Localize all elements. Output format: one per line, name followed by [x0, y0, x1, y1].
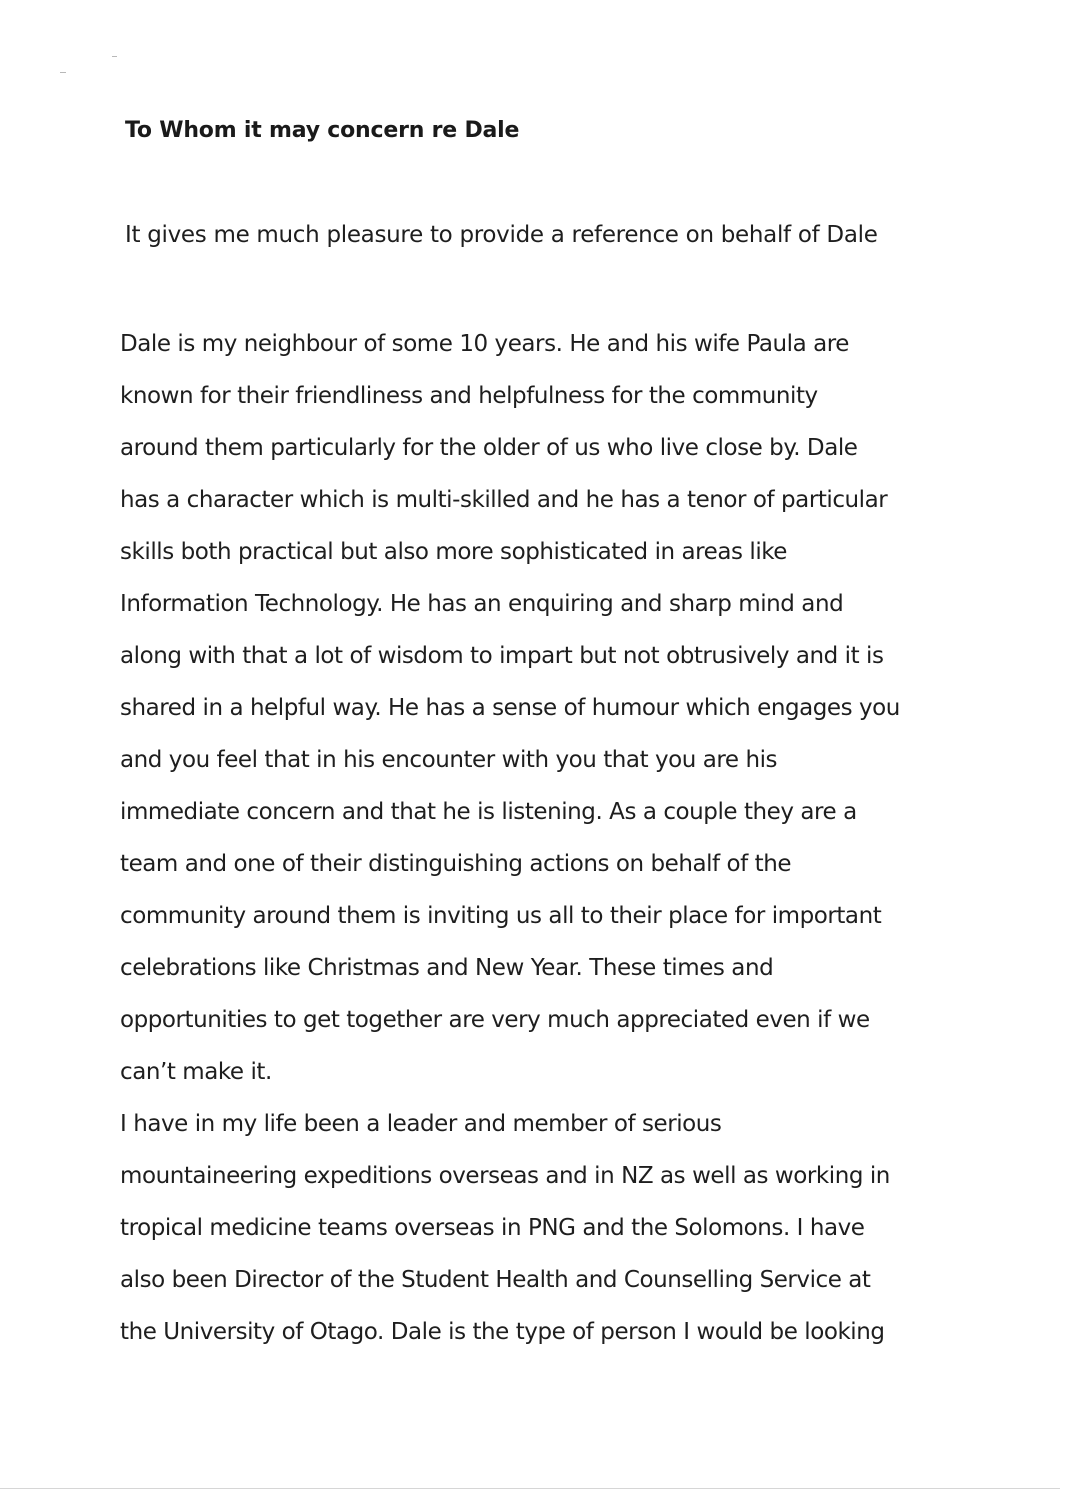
body-line: can’t make it.	[120, 1059, 272, 1085]
body-line: shared in a helpful way. He has a sense of humour which engages you	[120, 695, 900, 721]
body-line: known for their friendliness and helpfulness for the community	[120, 383, 818, 409]
body-line: skills both practical but also more sophisticated in areas like	[120, 539, 788, 565]
body-line: community around them is inviting us all to their place for important	[120, 903, 882, 929]
scan-mark	[60, 72, 66, 73]
body-line: opportunities to get together are very much appreciated even if we	[120, 1007, 870, 1033]
letter-heading: To Whom it may concern re Dale	[125, 118, 520, 143]
body-line: has a character which is multi-skilled and he has a tenor of particular	[120, 487, 888, 513]
body-line: immediate concern and that he is listening. As a couple they are a	[120, 799, 857, 825]
body-line: team and one of their distinguishing actions on behalf of the	[120, 851, 792, 877]
letter-body	[120, 325, 1040, 1365]
body-line: along with that a lot of wisdom to impart but not obtrusively and it is	[120, 643, 884, 669]
body-line: the University of Otago. Dale is the type of person I would be looking	[120, 1319, 885, 1345]
scan-edge-line	[0, 1488, 1060, 1489]
body-line: around them particularly for the older of us who live close by. Dale	[120, 435, 858, 461]
body-line: also been Director of the Student Health and Counselling Service at	[120, 1267, 871, 1293]
body-line: Dale is my neighbour of some 10 years. He and his wife Paula are	[120, 331, 849, 357]
body-line: mountaineering expeditions overseas and in NZ as well as working in	[120, 1163, 890, 1189]
body-line: I have in my life been a leader and member of serious	[120, 1111, 722, 1137]
body-line: celebrations like Christmas and New Year. These times and	[120, 955, 774, 981]
intro-line: It gives me much pleasure to provide a reference on behalf of Dale	[125, 222, 878, 248]
body-line: Information Technology. He has an enquiring and sharp mind and	[120, 591, 844, 617]
scan-mark	[112, 56, 117, 57]
body-line: tropical medicine teams overseas in PNG and the Solomons. I have	[120, 1215, 865, 1241]
body-line: and you feel that in his encounter with you that you are his	[120, 747, 778, 773]
